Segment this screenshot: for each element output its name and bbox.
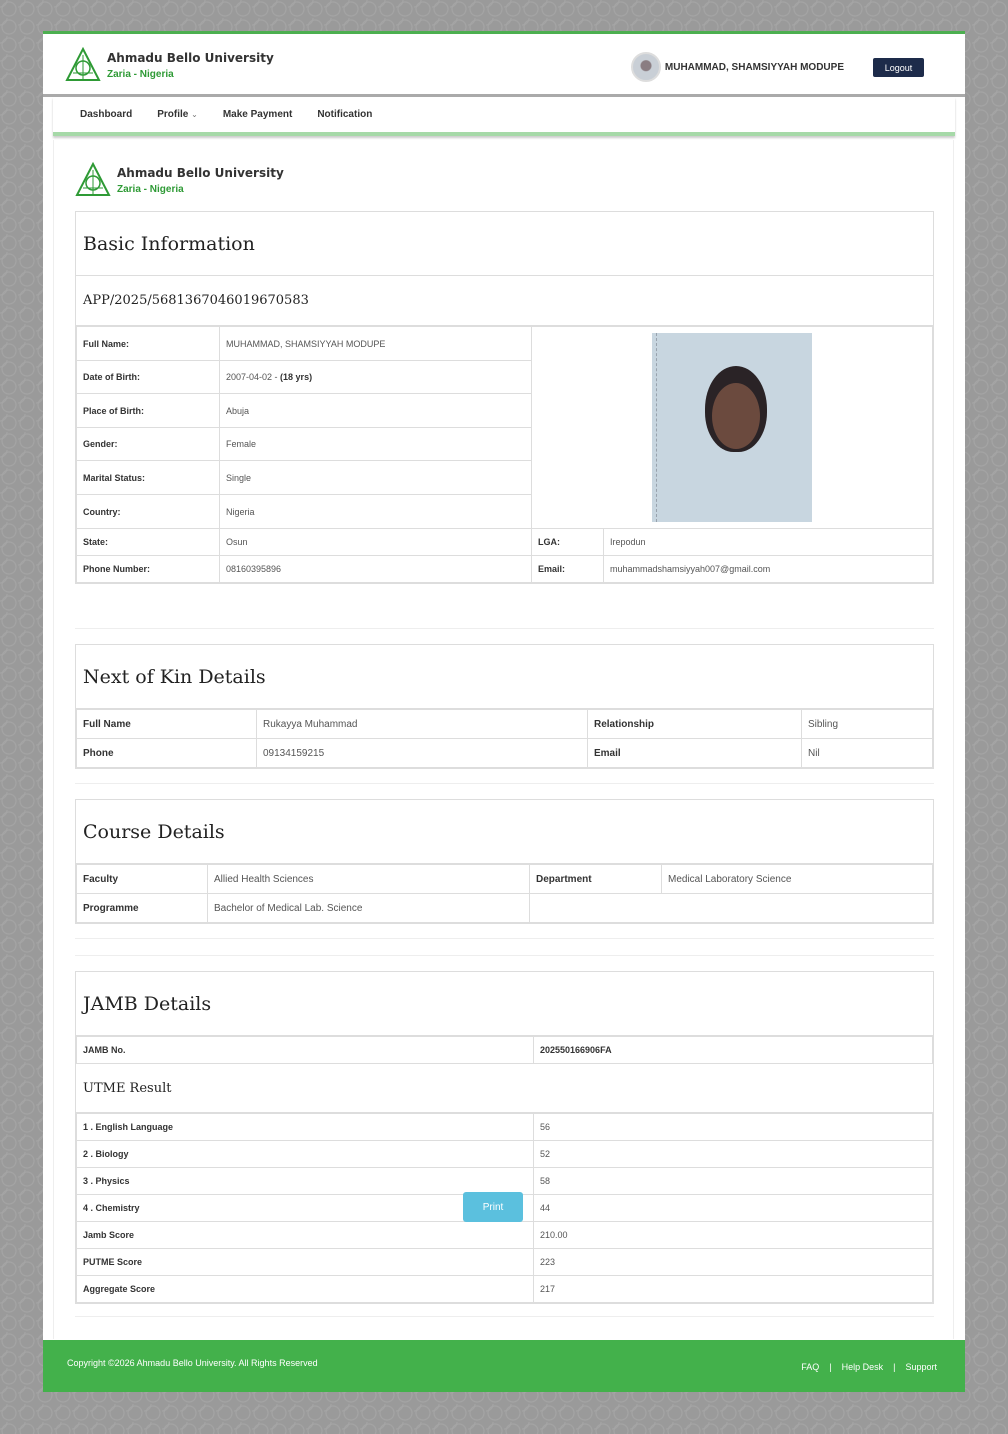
course-card xyxy=(75,799,934,924)
divider xyxy=(75,938,934,939)
university-name: Ahmadu Bello University xyxy=(117,165,284,180)
utme-result-row xyxy=(77,1114,933,1141)
phone-value: 08160395896 xyxy=(220,556,532,583)
top-header xyxy=(43,31,965,97)
department-value: Medical Laboratory Science xyxy=(662,865,933,894)
country-label: Country: xyxy=(77,495,220,529)
email-label: Email: xyxy=(532,556,604,583)
programme-label: Programme xyxy=(77,894,208,923)
utme-result-row xyxy=(77,1141,933,1168)
footer xyxy=(43,1340,965,1392)
kin-email-value: Nil xyxy=(802,739,933,768)
utme-score: 217 xyxy=(534,1276,933,1303)
user-area xyxy=(631,52,844,82)
jamb-number-table xyxy=(76,1036,933,1064)
state-value: Osun xyxy=(220,529,532,556)
main-nav xyxy=(53,97,955,136)
country-value: Nigeria xyxy=(220,495,532,529)
utme-score: 44 xyxy=(534,1195,933,1222)
kin-table xyxy=(76,709,933,768)
footer-links xyxy=(801,1362,937,1372)
footer-separator: | xyxy=(829,1362,832,1372)
divider xyxy=(75,628,934,629)
print-button[interactable]: Print xyxy=(463,1192,523,1222)
faculty-value: Allied Health Sciences xyxy=(208,865,530,894)
kin-phone-value: 09134159215 xyxy=(257,739,588,768)
full-name-value: MUHAMMAD, SHAMSIYYAH MODUPE xyxy=(220,327,532,361)
dob-age: (18 yrs) xyxy=(280,372,313,382)
department-label: Department xyxy=(530,865,662,894)
jamb-no-value: 202550166906FA xyxy=(534,1037,933,1064)
footer-link-faq[interactable]: FAQ xyxy=(801,1362,820,1372)
utme-score: 58 xyxy=(534,1168,933,1195)
gender-label: Gender: xyxy=(77,428,220,461)
logout-button[interactable]: Logout xyxy=(873,58,924,77)
email-value: muhammadshamsiyyah007@gmail.com xyxy=(604,556,933,583)
footer-link-help-desk[interactable]: Help Desk xyxy=(841,1362,884,1372)
kin-full-name-value: Rukayya Muhammad xyxy=(257,710,588,739)
pob-value: Abuja xyxy=(220,394,532,428)
brand[interactable] xyxy=(65,47,274,83)
avatar[interactable] xyxy=(631,52,661,82)
utme-score: 223 xyxy=(534,1249,933,1276)
inner-brand xyxy=(75,162,284,198)
university-logo-icon xyxy=(65,47,101,83)
course-table xyxy=(76,864,933,923)
phone-label: Phone Number: xyxy=(77,556,220,583)
dob-date: 2007-04-02 - xyxy=(226,372,281,382)
divider xyxy=(75,783,934,784)
gender-value: Female xyxy=(220,428,532,461)
utme-subject: 4 . Chemistry xyxy=(77,1195,534,1222)
utme-subject: 2 . Biology xyxy=(77,1141,534,1168)
divider xyxy=(75,955,934,956)
jamb-title: JAMB Details xyxy=(76,972,933,1036)
main-content xyxy=(53,140,954,1339)
utme-score: 52 xyxy=(534,1141,933,1168)
university-name: Ahmadu Bello University xyxy=(107,50,274,65)
university-location: Zaria - Nigeria xyxy=(117,183,184,195)
kin-relationship-value: Sibling xyxy=(802,710,933,739)
kin-relationship-label: Relationship xyxy=(588,710,802,739)
utme-score: 56 xyxy=(534,1114,933,1141)
basic-info-table xyxy=(76,326,933,583)
kin-title: Next of Kin Details xyxy=(76,645,933,709)
page-shell xyxy=(43,31,965,1392)
state-label: State: xyxy=(77,529,220,556)
utme-subject: PUTME Score xyxy=(77,1249,534,1276)
lga-label: LGA: xyxy=(532,529,604,556)
kin-card xyxy=(75,644,934,769)
chevron-down-icon: ⌄ xyxy=(191,110,198,119)
nav-notification[interactable]: Notification xyxy=(317,109,373,120)
nav-profile[interactable] xyxy=(157,109,198,120)
footer-separator: | xyxy=(893,1362,896,1372)
basic-info-card xyxy=(75,211,934,584)
lga-value: Irepodun xyxy=(604,529,933,556)
utme-subject: Aggregate Score xyxy=(77,1276,534,1303)
dob-value xyxy=(220,361,532,394)
kin-full-name-label: Full Name xyxy=(77,710,257,739)
programme-value: Bachelor of Medical Lab. Science xyxy=(208,894,530,923)
nav-make-payment[interactable]: Make Payment xyxy=(222,109,293,120)
footer-link-support[interactable]: Support xyxy=(905,1362,937,1372)
utme-result-row xyxy=(77,1222,933,1249)
copyright-text: Copyright ©2026 Ahmadu Bello University. All Rights Reserved xyxy=(67,1358,318,1368)
utme-subject: Jamb Score xyxy=(77,1222,534,1249)
full-name-label: Full Name: xyxy=(77,327,220,361)
nav-dashboard[interactable]: Dashboard xyxy=(80,109,133,120)
university-location: Zaria - Nigeria xyxy=(107,68,174,80)
pob-label: Place of Birth: xyxy=(77,394,220,428)
kin-email-label: Email xyxy=(588,739,802,768)
course-title: Course Details xyxy=(76,800,933,864)
utme-title: UTME Result xyxy=(76,1064,933,1113)
utme-result-row xyxy=(77,1168,933,1195)
utme-result-row xyxy=(77,1276,933,1303)
jamb-no-label: JAMB No. xyxy=(77,1037,534,1064)
utme-score: 210.00 xyxy=(534,1222,933,1249)
utme-result-row xyxy=(77,1249,933,1276)
dob-label: Date of Birth: xyxy=(77,361,220,394)
marital-label: Marital Status: xyxy=(77,461,220,495)
university-logo-icon xyxy=(75,162,111,198)
utme-subject: 3 . Physics xyxy=(77,1168,534,1195)
faculty-label: Faculty xyxy=(77,865,208,894)
application-number: APP/2025/5681367046019670583 xyxy=(76,276,933,326)
marital-value: Single xyxy=(220,461,532,495)
basic-info-title: Basic Information xyxy=(76,212,933,276)
nav-profile-label: Profile xyxy=(157,109,189,120)
user-name: MUHAMMAD, SHAMSIYYAH MODUPE xyxy=(664,61,844,73)
utme-subject: 1 . English Language xyxy=(77,1114,534,1141)
kin-phone-label: Phone xyxy=(77,739,257,768)
divider xyxy=(75,1316,934,1317)
jamb-card xyxy=(75,971,934,1304)
photo-cell xyxy=(532,327,933,529)
applicant-photo xyxy=(652,333,812,522)
